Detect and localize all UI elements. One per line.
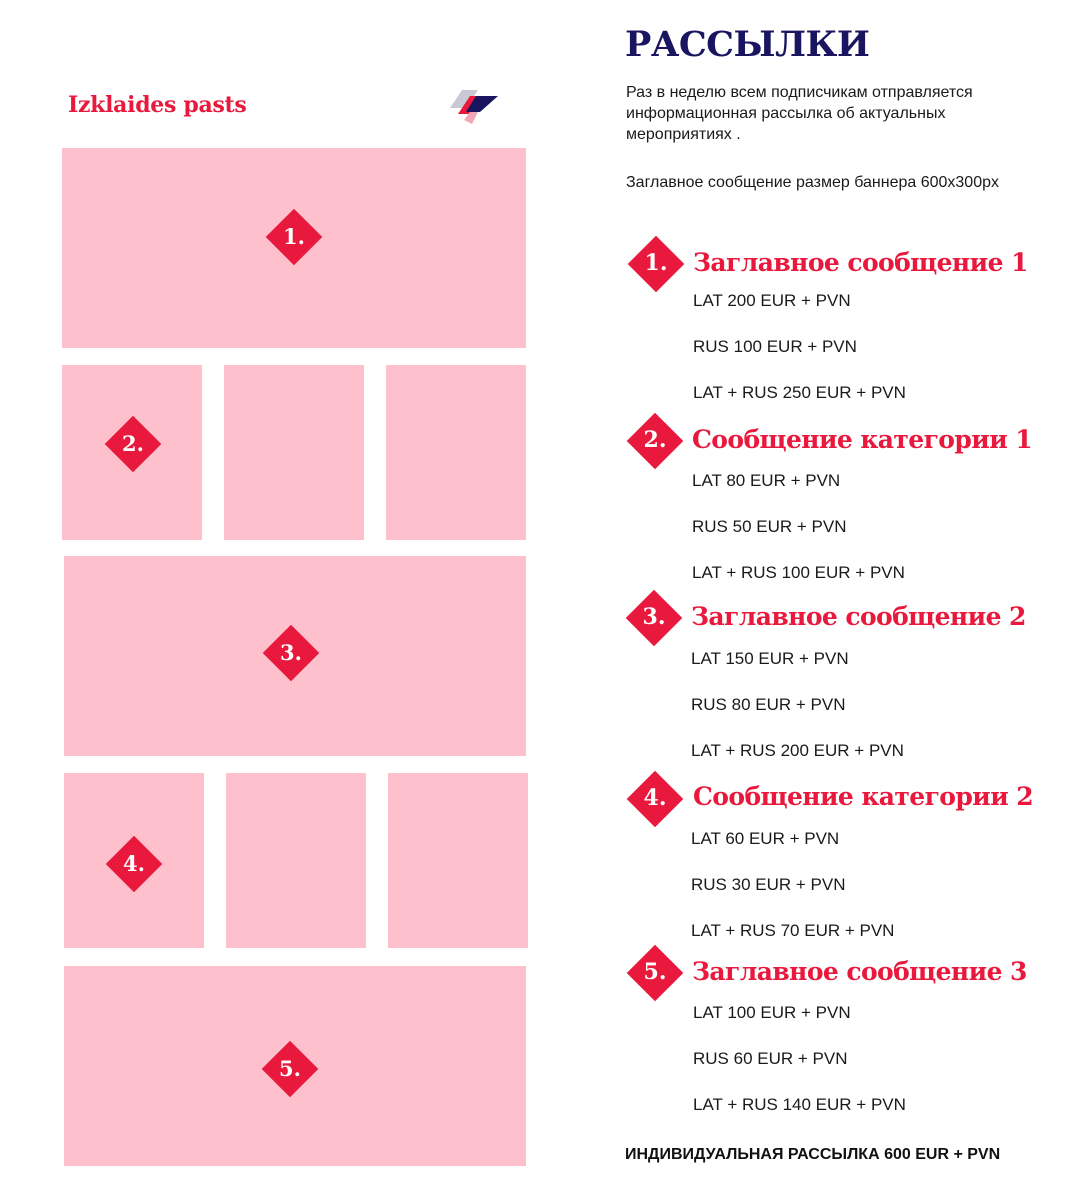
package-1-price-both: LAT + RUS 250 EUR + PVN [693,383,906,402]
intro-text: Раз в неделю всем подписчикам отправляется информационная рассылка об актуальных мероприятиях . [626,84,973,143]
slot-badge-2: 2. [104,415,162,473]
slot-badge-3: 3. [262,624,320,682]
slot-badge-5: 5. [261,1040,319,1098]
banner-size-note: Заглавное сообщение размер баннера 600x300px [626,174,999,191]
category-slot-1b [224,365,364,540]
slot-badge-1: 1. [265,208,323,266]
package-2-badge: 2. [625,411,685,471]
package-5-price-rus: RUS 60 EUR + PVN [693,1049,848,1068]
page-title: РАССЫЛКИ [625,24,870,65]
package-4-badge: 4. [625,769,685,829]
package-5-price-both: LAT + RUS 140 EUR + PVN [693,1095,906,1114]
package-5-price-lat: LAT 100 EUR + PVN [693,1003,851,1022]
category-slot-2b [226,773,366,948]
package-2-price-rus: RUS 50 EUR + PVN [692,517,847,536]
category-slot-1a [62,365,202,540]
package-2-price-both: LAT + RUS 100 EUR + PVN [692,563,905,582]
package-5-title: Заглавное сообщение 3 [692,957,1027,986]
package-3-price-both: LAT + RUS 200 EUR + PVN [691,741,904,760]
banner-slot-1 [62,148,526,348]
package-3-title: Заглавное сообщение 2 [691,602,1026,631]
category-slot-1c [386,365,526,540]
package-4-price-both: LAT + RUS 70 EUR + PVN [691,921,895,940]
brand-name: Izklaides pasts [68,92,247,118]
package-4-price-rus: RUS 30 EUR + PVN [691,875,846,894]
banner-slot-3 [64,966,526,1166]
category-slot-2a [64,773,204,948]
package-5-badge: 5. [625,943,685,1003]
package-2-title: Сообщение категории 1 [692,425,1033,454]
slot-badge-4: 4. [105,835,163,893]
package-1-price-lat: LAT 200 EUR + PVN [693,291,851,310]
package-2-price-lat: LAT 80 EUR + PVN [692,471,841,490]
brand-logo-icon [448,84,500,128]
package-1-price-rus: RUS 100 EUR + PVN [693,337,857,356]
package-1-title: Заглавное сообщение 1 [693,248,1028,277]
banner-slot-2 [64,556,526,756]
package-3-price-rus: RUS 80 EUR + PVN [691,695,846,714]
package-4-title: Сообщение категории 2 [693,782,1034,811]
category-slot-2c [388,773,528,948]
package-3-badge: 3. [624,588,684,648]
newsletter-header [62,82,514,128]
individual-mailing-price: ИНДИВИДУАЛЬНАЯ РАССЫЛКА 600 EUR + PVN [625,1146,1001,1163]
package-3-price-lat: LAT 150 EUR + PVN [691,649,849,668]
package-4-price-lat: LAT 60 EUR + PVN [691,829,840,848]
package-1-badge: 1. [626,234,686,294]
